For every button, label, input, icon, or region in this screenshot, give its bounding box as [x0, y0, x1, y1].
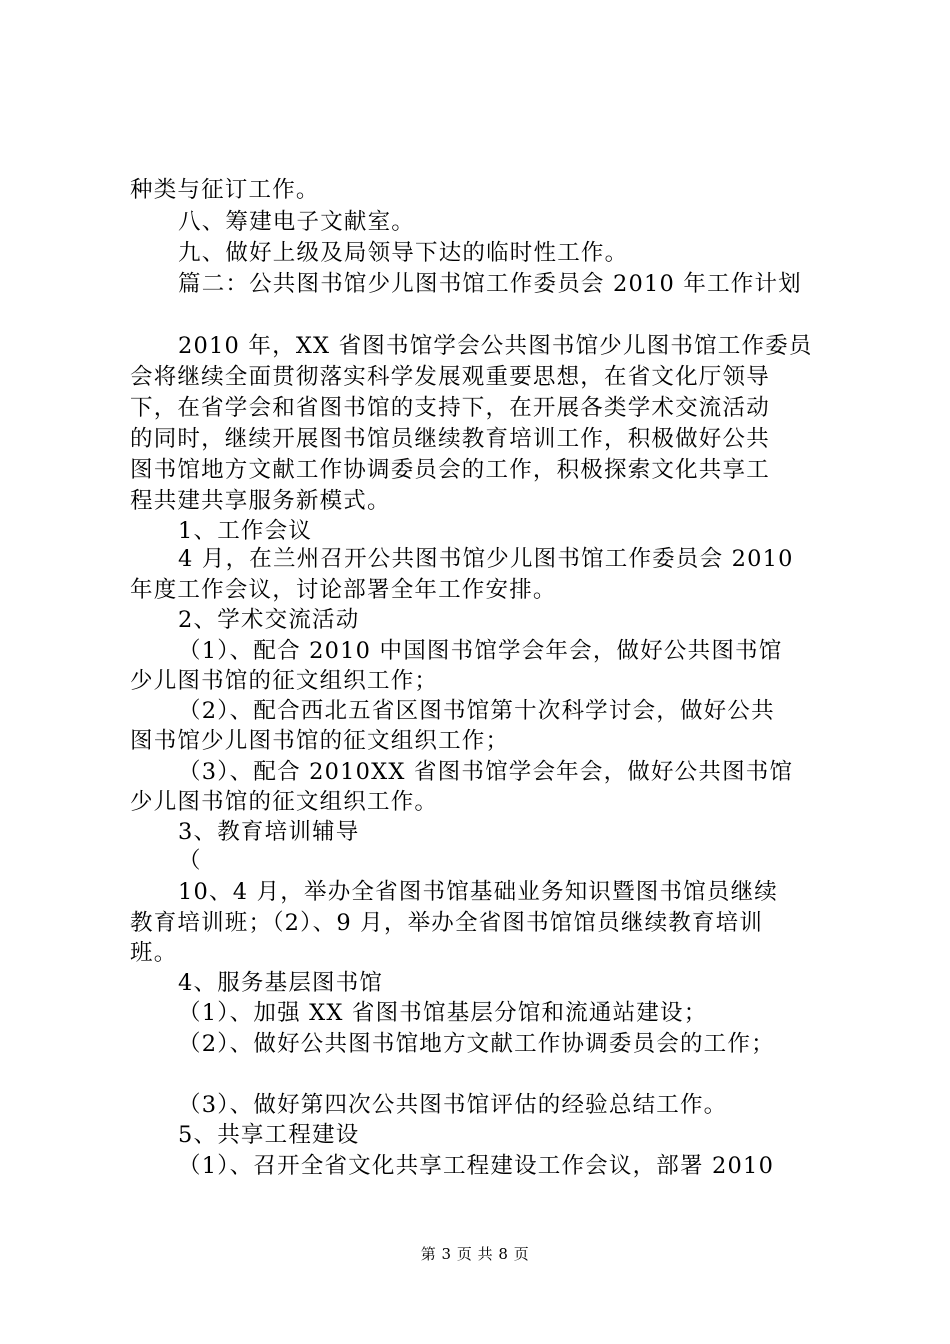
text-line: （3）、配合 2010XX 省图书馆学会年会，做好公共图书馆	[178, 759, 794, 785]
text-line: 会将继续全面贯彻落实科学发展观重要思想，在省文化厅领导	[130, 364, 770, 390]
text-line: （1）、召开全省文化共享工程建设工作会议，部署 2010	[178, 1153, 775, 1179]
text-line: 少儿图书馆的征文组织工作；	[130, 668, 439, 694]
subheading: 3、教育培训辅导	[178, 819, 360, 845]
text-line: （2）、做好公共图书馆地方文献工作协调委员会的工作；	[178, 1031, 775, 1057]
text-line: 程共建共享服务新模式。	[130, 488, 391, 514]
text-line: 下，在省学会和省图书馆的支持下，在开展各类学术交流活动	[130, 395, 770, 421]
text-line: 少儿图书馆的征文组织工作。	[130, 789, 439, 815]
subheading: 2、学术交流活动	[178, 607, 360, 633]
page-footer: 第 3 页 共 8 页	[420, 1245, 530, 1263]
text-line: （1）、配合 2010 中国图书馆学会年会，做好公共图书馆	[178, 638, 783, 664]
text-line: （1）、加强 XX 省图书馆基层分馆和流通站建设；	[178, 1000, 708, 1026]
text-line: 九、做好上级及局领导下达的临时性工作。	[178, 240, 629, 266]
text-line: 10、4 月，举办全省图书馆基础业务知识暨图书馆员继续	[178, 879, 778, 905]
text-line: （	[178, 848, 202, 874]
text-line: 图书馆地方文献工作协调委员会的工作，积极探索文化共享工	[130, 457, 770, 483]
text-line: 年度工作会议，讨论部署全年工作安排。	[130, 577, 557, 603]
text-line: 图书馆少儿图书馆的征文组织工作；	[130, 728, 510, 754]
text-line: 教育培训班；（2）、9 月，举办全省图书馆馆员继续教育培训	[130, 910, 764, 936]
text-line: 班。	[130, 940, 178, 966]
text-line: （3）、做好第四次公共图书馆评估的经验总结工作。	[178, 1092, 728, 1118]
subheading: 1、工作会议	[178, 518, 313, 544]
text-line: （2）、配合西北五省区图书馆第十次科学讨会，做好公共	[178, 698, 775, 724]
text-line: 种类与征订工作。	[130, 177, 320, 203]
subheading: 5、共享工程建设	[178, 1122, 360, 1148]
text-line: 2010 年，XX 省图书馆学会公共图书馆少儿图书馆工作委员	[178, 333, 813, 359]
text-line: 4 月，在兰州召开公共图书馆少儿图书馆工作委员会 2010	[178, 546, 794, 572]
text-line: 的同时，继续开展图书馆员继续教育培训工作，积极做好公共	[130, 426, 770, 452]
subheading: 4、服务基层图书馆	[178, 970, 384, 996]
text-line: 八、筹建电子文献室。	[178, 209, 416, 235]
section-heading: 篇二：公共图书馆少儿图书馆工作委员会 2010 年工作计划	[178, 271, 802, 297]
